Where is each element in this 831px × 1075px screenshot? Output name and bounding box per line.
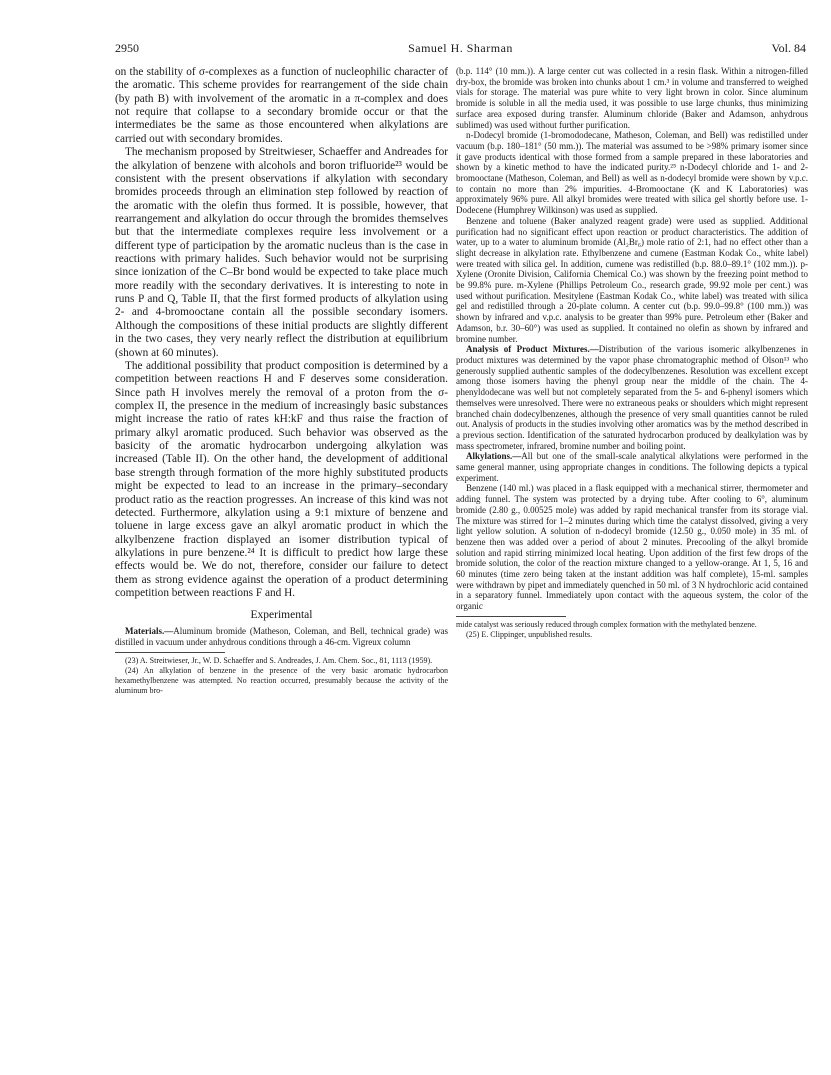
running-header <box>115 41 806 57</box>
left-column <box>115 66 448 696</box>
volume-label: Vol. 84 <box>771 41 806 55</box>
paragraph: Benzene (140 ml.) was placed in a flask equipped with a mechanical stirrer, thermometer and adding funnel. The system was protected by a drying tube. After cooling to 6°, aluminum bromide (2.80 g., 0.00525 mole) was added by rapid mechanical transfer from its storage vial. The mixture was stirred for 1–2 minutes during which time the catalyst dissolved, giving a very light yellow solution. A solution of n-dodecyl bromide (12.50 g., 0.050 mole) in 35 ml. of benzene then was added over a period of about 2 minutes. Precooling of the alkyl bromide solution and rapid stirring minimized local heating. Upon addition of the first few drops of the bromide solution, the color of the reaction mixture changed to a yellow-orange. At 1, 5, 16 and 60 minutes (time zero being taken at the instant addition was half complete), 15-ml. samples were withdrawn by pipet and immediately quenched in 50 ml. of 3 N hydrochloric acid contained in a separatory funnel. Immediately upon contact with the aqueous system, the color of the organic <box>456 483 808 612</box>
run-in-heading-analysis: Analysis of Product Mixtures.— <box>466 344 599 355</box>
right-body-text <box>456 66 808 612</box>
left-body-text <box>115 66 448 600</box>
paragraph: (b.p. 114° (10 mm.)). A large center cut was collected in a resin flask. Within a nitrogen-filled dry-box, the bromide was broken into chunks about 1 cm.³ in volume and transferred to weighed vials for storage. The material was pure white to very light brown in color. Since aluminum bromide is soluble in all the media used, it was possible to use large chunks, thus minimizing surface area exposed during transfer. Aluminum chloride (Baker and Adamson, anhydrous sublimed) was used without further purification. <box>456 66 808 130</box>
footnote-divider <box>456 616 566 617</box>
materials-section <box>115 626 448 647</box>
running-head-author: Samuel H. Sharman <box>408 41 513 55</box>
paragraph: n-Dodecyl bromide (1-bromododecane, Matheson, Coleman, and Bell) was redistilled under vacuum (b.p. 180–181° (50 mm.)). The material was assumed to be >98% primary isomer since it gave products identical with those formed from a sample prepared in these laboratories and shown by a kinetic method to have the indicated purity.²⁵ n-Dodecyl chloride and 1- and 2-bromooctane (Matheson, Coleman, and Bell) as well as n-dodecyl bromide were shown by v.p.c. to contain no more than 2% impurities. 4-Bromooctane (K and K Laboratories) was approximately 96% pure. All alkyl bromides were treated with silica gel shortly before use. 1-Dodecene (Humphrey Wilkinson) was used as supplied. <box>456 130 808 216</box>
paragraph: Aluminum bromide (Matheson, Coleman, and Bell, technical grade) was distilled in vacuum under anhydrous conditions through a 46-cm. Vigreux column <box>115 626 448 648</box>
paragraph: Distribution of the various isomeric alkylbenzenes in product mixtures was determined by the vapor phase chromatographic method of Olson¹³ who generously supplied authentic samples of the dodecylbenzenes. Resolution was excellent except among those isomers having the phenyl group near the middle of the chain. The 4-phenyldodecane was well but not completely separated from the 5- and 6-phenyl isomers which themselves were unresolved. There were no extraneous peaks or shoulders which might represent branched chain dodecylbenzenes, although the presence of very small quantities cannot be ruled out. Analysis of products in the studies involving other aromatics was by the method described in a previous section. Identification of the saturated hydrocarbon produced by dealkylation was by mass spectrometer, infrared, bromine number and boiling point. <box>456 344 808 451</box>
footnotes <box>456 620 808 640</box>
footnote: (23) A. Streitwieser, Jr., W. D. Schaeffer and S. Andreades, J. Am. Chem. Soc., 81, 1113 (1959). <box>125 655 433 665</box>
paragraph: on the stability of σ-complexes as a function of nucleophilic character of the aromatic. This scheme provides for rearrangement of the side chain (by path B) with involvement of the aromatic in a π-complex and does not require that collapse to a secondary bromide occur or that the intermediates be the same as those encountered when alkylations are carried out with secondary bromides. <box>115 66 448 145</box>
run-in-heading-alkylations: Alkylations.— <box>466 451 522 462</box>
right-column <box>456 66 808 640</box>
section-heading-experimental: Experimental <box>250 609 313 622</box>
footnote-continuation: mide catalyst was seriously reduced through complex formation with the methylated benzene. <box>456 619 757 629</box>
footnote: (25) E. Clippinger, unpublished results. <box>466 629 593 639</box>
paragraph: The mechanism proposed by Streitwieser, Schaeffer and Andreades for the alkylation of benzene with alcohols and boron trifluoride²³ would be consistent with the present observations if alkylation with secondary bromides proceeds through an elimination step followed by reaction of the aromatic with the olefin thus formed. It is possible, however, that rearrangement and alkylation do occur through the bromides themselves but that the intermediate complexes require less involvement or a different type of participation by the aromatic nucleus than is the case in reactions with primary halides. Such behavior would not be surprising since ionization of the C–Br bond would be expected to take place much more readily with the secondary derivatives. It is interesting to note in runs P and Q, Table II, that the first formed products of alkylation using 2- and 4-bromooctane contain all the possible secondary isomers. Although the compositions of these initial products are slightly different in the two cases, they very nearly reflect the distribution at equilibrium (shown at 60 minutes). <box>115 146 448 359</box>
run-in-heading-materials: Materials.— <box>125 626 174 637</box>
footnote: (24) An alkylation of benzene in the presence of the very basic aromatic hydrocarbon hexamethylbenzene was attempted. No reaction occurred, presumably because the activity of the aluminum bro- <box>115 665 448 695</box>
page-number: 2950 <box>115 41 139 55</box>
paragraph: The additional possibility that product composition is determined by a competition between reactions H and F deserves some consideration. Since path H involves merely the removal of a proton from the σ-complex II, the presence in the medium of increasingly basic substances might increase the ratio of rates kH:kF and thus raise the fraction of primary alkyl aromatic produced. Such behavior was observed as the basicity of the aromatic hydrocarbon undergoing alkylation was increased (Table II). On the other hand, the development of additional base strength through formation of the more highly substituted products might be expected to lead to an increase in the primary–secondary product ratio as the reaction progresses. An increase of this kind was not detected. Furthermore, alkylation using a 9:1 mixture of benzene and toluene in large excess gave an alkyl aromatic product in which the alkylbenzene fraction displayed an isomer distribution typical of alkylations in pure benzene.²⁴ It is difficult to predict how large these effects would be. We do not, therefore, consider our failure to detect them as strong evidence against the operation of a product determining competition between reactions F and H. <box>115 359 448 600</box>
paragraph: Benzene and toluene (Baker analyzed reagent grade) were used as supplied. Additional purification had no significant effect upon reaction or product characteristics. The addition of water, up to a water to aluminum bromide (Al₂Br₆) mole ratio of 2:1, had no effect other than a slight decrease in alkylation rate. Ethylbenzene and cumene (Eastman Kodak Co., white label) were treated with silica gel. In addition, cumene was redistilled (b.p. 88.0–89.1° (102 mm.)). p-Xylene (Oronite Division, California Chemical Co.) was shown by the freezing point method to be 99.8% pure. m-Xylene (Phillips Petroleum Co., research grade, 99.92 mole per cent.) was used without purification. Mesitylene (Eastman Kodak Co., white label) was treated with silica gel and redistilled through a 20-plate column. A center cut (b.p. 99.0–99.8° (100 mm.)) was shown by infrared and v.p.c. analysis to be greater than 99% pure. Petroleum ether (Baker and Adamson, b.r. 30–60°) was used as supplied. It contained no olefin as shown by infrared and bromine number. <box>456 215 808 344</box>
footnotes <box>115 656 448 696</box>
footnote-divider <box>115 652 225 653</box>
paragraph: All but one of the small-scale analytical alkylations were performed in the same general manner, using appropriate changes in conditions. The following depicts a typical experiment. <box>456 451 808 483</box>
